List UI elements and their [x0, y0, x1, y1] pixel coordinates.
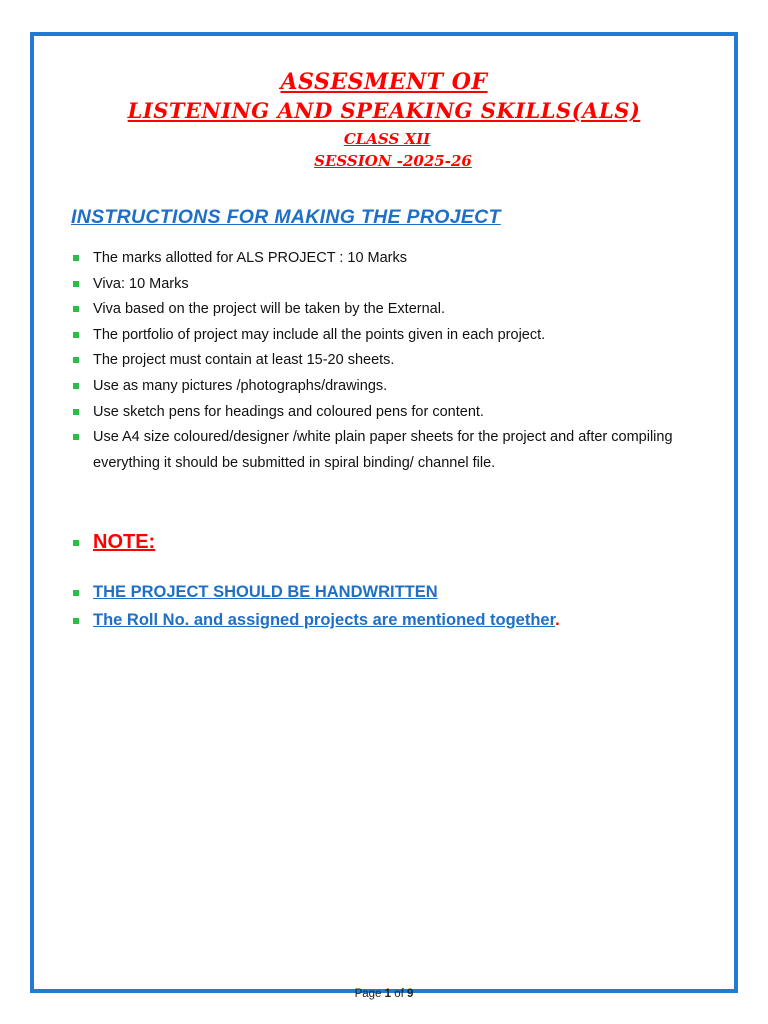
page-border: [30, 32, 738, 993]
bullet-icon: [73, 306, 79, 312]
bullet-icon: [73, 434, 79, 440]
instruction-item: [72, 425, 712, 476]
bullet-icon: [73, 590, 79, 596]
bullet-icon: [73, 332, 79, 338]
page-of-label: of: [391, 988, 408, 1000]
instruction-item: [72, 348, 712, 374]
instruction-item: [72, 323, 712, 349]
instruction-item: [72, 374, 712, 400]
bullet-icon: [73, 255, 79, 261]
bullet-icon: [73, 618, 79, 624]
note-point-roll-no: [72, 606, 560, 634]
page-footer: [0, 985, 768, 1003]
instruction-item: [72, 297, 712, 323]
note-point-text: THE PROJECT SHOULD BE HANDWRITTEN: [93, 583, 438, 601]
note-points: [72, 578, 560, 634]
document-title: [0, 68, 768, 172]
title-line-assessment: ASSESMENT OF: [280, 69, 488, 95]
instruction-item: [72, 272, 712, 298]
instructions-list: [72, 246, 712, 476]
bullet-icon: [73, 409, 79, 415]
note-section: [72, 528, 155, 556]
bullet-icon: [73, 357, 79, 363]
note-label: NOTE:: [93, 531, 156, 553]
title-line-skills: LISTENING AND SPEAKING SKILLS(ALS): [127, 98, 641, 123]
instruction-text: Viva based on the project will be taken by the External.: [93, 301, 445, 318]
instruction-text: Use sketch pens for headings and coloured pens for content.: [93, 403, 484, 420]
bullet-icon: [73, 281, 79, 287]
note-item: [72, 528, 155, 556]
page-current: 1: [384, 988, 392, 1000]
note-point-handwritten: [72, 578, 560, 606]
instruction-item: [72, 246, 712, 272]
instruction-text: Use A4 size coloured/designer /white plain paper sheets for the project and after compiling everything it should be submitted in spiral binding/ channel file.: [93, 429, 673, 471]
instruction-item: [72, 400, 712, 426]
instruction-text: The portfolio of project may include all the points given in each project.: [93, 326, 546, 343]
instruction-text: Viva: 10 Marks: [93, 275, 189, 292]
title-line-class: CLASS XII: [343, 130, 431, 148]
instruction-text: The project must contain at least 15-20 sheets.: [93, 352, 395, 369]
page-total: 9: [407, 988, 414, 1000]
instruction-text: The marks allotted for ALS PROJECT : 10 Marks: [93, 250, 408, 266]
instruction-text: Use as many pictures /photographs/drawings.: [93, 377, 388, 394]
note-point-text: The Roll No. and assigned projects are mentioned together: [93, 611, 556, 629]
bullet-icon: [73, 540, 79, 546]
page-label: Page: [354, 988, 385, 1000]
bullet-icon: [73, 383, 79, 389]
title-line-session: SESSION -2025-26: [314, 152, 472, 170]
note-point-period: .: [555, 611, 560, 629]
instructions-heading: INSTRUCTIONS FOR MAKING THE PROJECT: [71, 206, 501, 228]
